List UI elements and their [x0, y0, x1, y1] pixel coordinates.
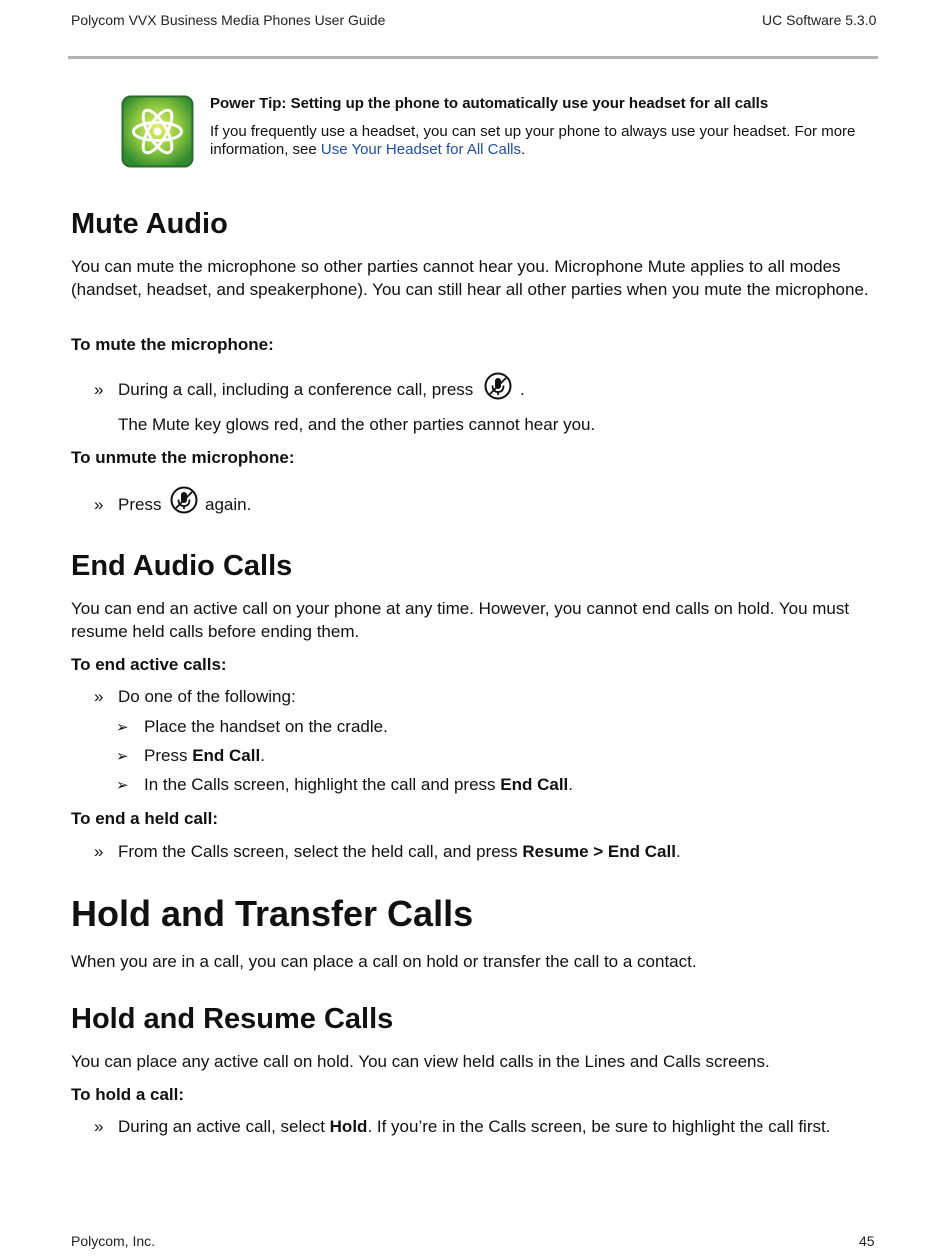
text: .: [260, 746, 265, 765]
text: During an active call, select: [118, 1117, 330, 1136]
end-held-title: To end a held call:: [71, 809, 219, 828]
hold-transfer-intro: When you are in a call, you can place a call on hold or transfer the call to a contact.: [71, 952, 697, 971]
hold-call-title: To hold a call:: [71, 1085, 185, 1104]
power-tip-title: Power Tip: Setting up the phone to automatically use your headset for all calls: [210, 95, 769, 112]
resume-end-call-label: Resume > End Call: [522, 842, 676, 861]
atom-icon: [121, 95, 194, 168]
end-active-step: Do one of the following:: [118, 687, 296, 706]
text: . If you’re in the Calls screen, be sure to highlight the call first.: [367, 1117, 831, 1136]
hold-key-label: Hold: [329, 1117, 368, 1136]
mute-result: The Mute key glows red, and the other parties cannot hear you.: [118, 415, 596, 434]
arrow-bullet-icon: ➢: [116, 719, 129, 736]
hold-resume-heading: Hold and Resume Calls: [71, 1003, 394, 1035]
text: In the Calls screen, highlight the call and press: [144, 775, 501, 794]
document-header-title: Polycom VVX Business Media Phones User Guide: [71, 12, 386, 28]
unmute-step-press: Press: [118, 495, 162, 514]
page-number: 45: [859, 1233, 875, 1249]
microphone-mute-icon: [170, 486, 198, 514]
header-divider: [68, 56, 878, 59]
mute-step: During a call, including a conference call, press: [118, 380, 474, 399]
document-header-version: UC Software 5.3.0: [762, 12, 877, 28]
arrow-bullet-icon: ➢: [116, 748, 129, 765]
end-option-press: [144, 746, 265, 766]
text: Press: [144, 746, 193, 765]
hold-call-step: [118, 1117, 830, 1137]
bullet-marker: »: [94, 842, 104, 861]
headset-link[interactable]: Use Your Headset for All Calls: [320, 141, 521, 158]
bullet-marker: »: [94, 380, 104, 399]
mute-audio-intro: You can mute the microphone so other parties cannot hear you. Microphone Mute applies to all modes (handset, headset, and speakerphone). You can still hear all other parties when you mute the microphone.: [71, 257, 869, 299]
end-audio-calls-heading: End Audio Calls: [71, 550, 293, 582]
text: From the Calls screen, select the held call, and press: [118, 842, 523, 861]
power-tip-text: If you frequently use a headset, you can set up your phone to always use your headset. For more information, see: [210, 123, 856, 158]
footer-company: Polycom, Inc.: [71, 1233, 156, 1249]
power-tip-period: .: [521, 141, 526, 158]
unmute-procedure-title: To unmute the microphone:: [71, 448, 295, 467]
hold-transfer-heading: Hold and Transfer Calls: [71, 893, 474, 934]
end-option-cradle: Place the handset on the cradle.: [144, 717, 388, 736]
microphone-mute-icon: [484, 372, 512, 400]
text: .: [568, 775, 574, 794]
end-call-key-label: End Call: [192, 746, 261, 765]
arrow-bullet-icon: ➢: [116, 777, 129, 794]
mute-step-period: .: [520, 380, 525, 399]
unmute-step-again: again.: [205, 495, 252, 514]
bullet-marker: »: [94, 1117, 104, 1136]
end-calls-intro: You can end an active call on your phone at any time. However, you cannot end calls on hold. You must resume held calls before ending them.: [71, 599, 850, 641]
hold-resume-intro: You can place any active call on hold. You can view held calls in the Lines and Calls screens.: [71, 1052, 770, 1071]
text: .: [675, 842, 681, 861]
end-held-step: [118, 842, 681, 862]
end-active-title: To end active calls:: [71, 655, 227, 674]
end-option-calls-screen: [144, 775, 573, 795]
bullet-marker: »: [94, 687, 104, 706]
mute-audio-heading: Mute Audio: [71, 208, 228, 240]
power-tip-body: [210, 123, 890, 159]
mute-procedure-title: To mute the microphone:: [71, 335, 274, 354]
end-call-key-label: End Call: [500, 775, 569, 794]
bullet-marker: »: [94, 495, 104, 514]
